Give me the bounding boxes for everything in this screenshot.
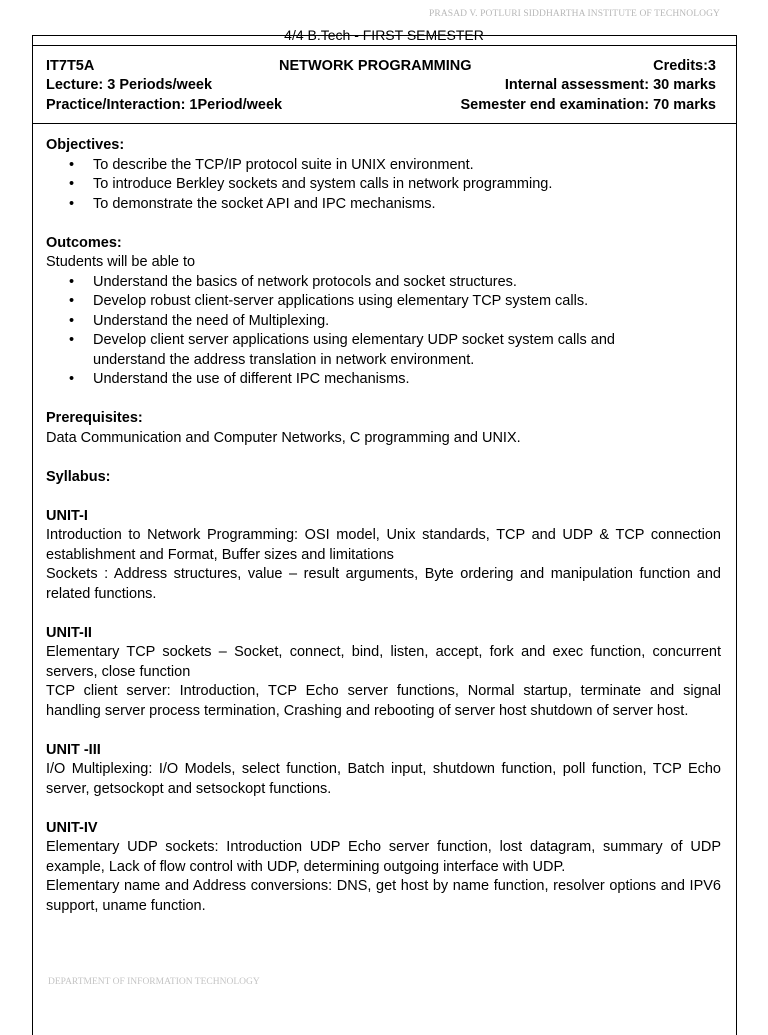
unit-3-title: UNIT -III <box>46 741 101 758</box>
bullet-icon: • <box>69 371 75 387</box>
unit-2-paragraph-1: Elementary TCP sockets – Socket, connect, bind, listen, accept, fork and exec function, concurrent servers, close function <box>46 644 721 680</box>
list-item: • To demonstrate the socket API and IPC mechanisms. <box>46 195 721 215</box>
unit-1-title: UNIT-I <box>46 507 88 524</box>
list-item: • Develop client server applications using elementary UDP socket system calls and understand the address translation in network environment. <box>69 332 615 368</box>
course-row-1 <box>46 58 716 78</box>
practice-hours: Practice/Interaction: 1Period/week <box>46 97 283 113</box>
unit-4-paragraph-2: Elementary name and Address conversions: DNS, get host by name function, resolver options and IPV6 support, uname function. <box>46 878 721 914</box>
prerequisites-text: Data Communication and Computer Networks, C programming and UNIX. <box>46 429 521 446</box>
bullet-icon: • <box>69 312 75 329</box>
syllabus-content <box>46 136 721 916</box>
semester-title: 4/4 B.Tech - FIRST SEMESTER <box>284 27 484 43</box>
list-item: • Understand the need of Multiplexing. <box>46 312 721 332</box>
syllabus-heading: Syllabus: <box>46 468 111 485</box>
list-item: • Understand the basics of network protocols and socket structures. <box>46 273 721 293</box>
course-title: NETWORK PROGRAMMING <box>279 58 472 74</box>
unit-1-paragraph-1: Introduction to Network Programming: OSI model, Unix standards, TCP and UDP & TCP connection establishment and Format, Buffer sizes and limitations <box>46 527 721 563</box>
outcomes-intro: Students will be able to <box>46 254 196 270</box>
outcomes-heading: Outcomes: <box>46 234 122 251</box>
course-code: IT7T5A <box>46 58 95 74</box>
course-info-box <box>32 45 737 124</box>
course-row-2 <box>46 77 716 97</box>
objectives-list <box>46 156 721 215</box>
internal-assessment: Internal assessment: 30 marks <box>504 77 716 93</box>
course-credits: Credits:3 <box>653 58 716 74</box>
institution-header: PRASAD V. POTLURI SIDDHARTHA INSTITUTE OF TECHNOLOGY <box>429 9 720 19</box>
bullet-icon: • <box>69 293 75 309</box>
outcomes-list <box>46 273 721 390</box>
list-item: • Develop robust client-server applications using elementary TCP system calls. <box>46 292 721 312</box>
list-item: • To introduce Berkley sockets and system calls in network programming. <box>46 175 721 195</box>
unit-2-title: UNIT-II <box>46 624 92 641</box>
list-item: • To describe the TCP/IP protocol suite in UNIX environment. <box>46 156 721 176</box>
list-item: • Understand the use of different IPC mechanisms. <box>46 370 721 390</box>
unit-1-paragraph-2: Sockets : Address structures, value – result arguments, Byte ordering and manipulation function and related functions. <box>46 566 721 602</box>
bullet-icon: • <box>69 332 75 348</box>
bullet-icon: • <box>69 195 75 212</box>
lecture-hours: Lecture: 3 Periods/week <box>46 77 213 93</box>
unit-2-paragraph-2: TCP client server: Introduction, TCP Echo server functions, Normal startup, terminate and signal handling server process termination, Crashing and rebooting of server host shutdown of server host. <box>46 683 721 719</box>
bullet-icon: • <box>69 176 75 192</box>
bullet-icon: • <box>69 273 75 290</box>
course-row-3 <box>46 97 716 117</box>
bullet-icon: • <box>69 156 75 173</box>
unit-4-paragraph-1: Elementary UDP sockets: Introduction UDP Echo server function, lost datagram, summary of UDP example, Lack of flow control with UDP, determining outgoing interface with UDP. <box>46 839 721 875</box>
unit-4-title: UNIT-IV <box>46 819 98 836</box>
objectives-heading: Objectives: <box>46 137 125 153</box>
prerequisites-heading: Prerequisites: <box>46 410 143 426</box>
department-footer: DEPARTMENT OF INFORMATION TECHNOLOGY <box>48 977 260 987</box>
semester-exam: Semester end examination: 70 marks <box>460 97 716 113</box>
unit-3-paragraph-1: I/O Multiplexing: I/O Models, select function, Batch input, shutdown function, poll function, TCP Echo server, getsockopt and setsockopt functions. <box>46 761 721 797</box>
